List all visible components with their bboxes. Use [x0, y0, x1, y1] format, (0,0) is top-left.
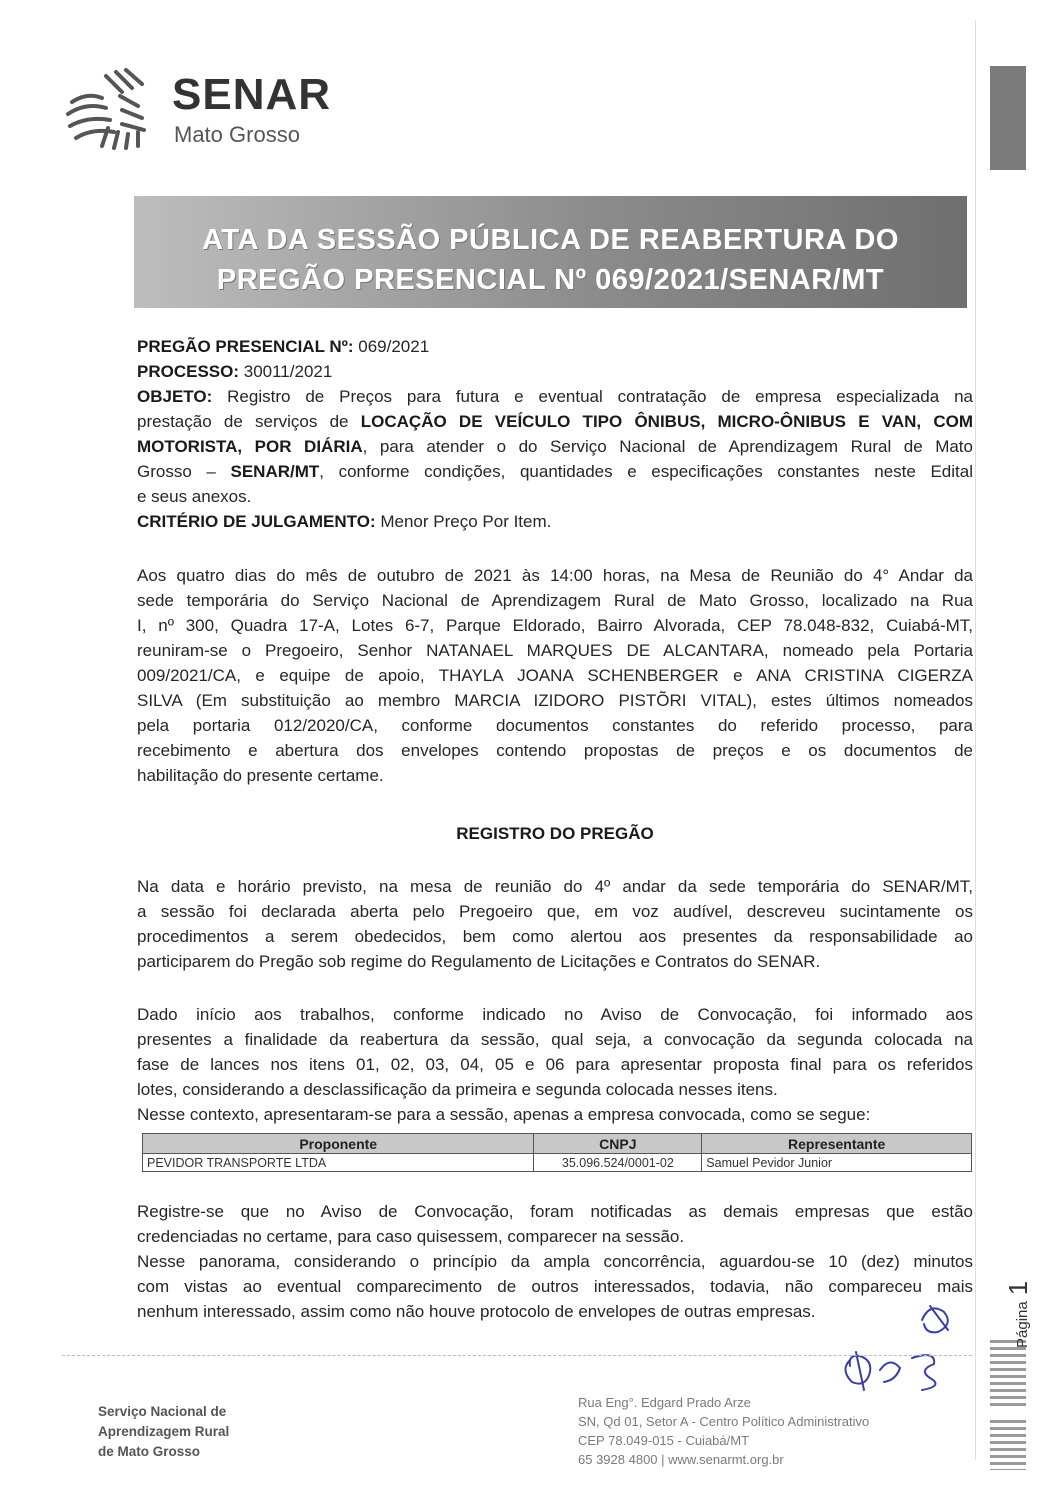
footer-org-line: de Mato Grosso [98, 1444, 201, 1459]
pregao-field [137, 336, 973, 358]
objeto-text-3: , para atender o do Serviço Nacional de Aprendizagem Rural de Mato [362, 437, 973, 456]
paragraph-2-line: Na data e horário previsto, na mesa de reunião do 4º andar da sede temporária do SENAR/MT, [137, 877, 973, 896]
cell-cnpj: 35.096.524/0001-02 [534, 1154, 702, 1172]
paragraph-3-line: Nesse contexto, apresentaram-se para a sessão, apenas a empresa convocada, como se segue: [137, 1105, 871, 1124]
footer-address-line: Rua Eng°. Edgard Prado Arze [578, 1395, 751, 1410]
objeto-label: OBJETO: [137, 387, 213, 406]
margin-stripes [990, 1340, 1026, 1406]
column-header-representante: Representante [702, 1134, 972, 1154]
objeto-line-2 [137, 411, 973, 433]
paragraph-1-line: 009/2021/CA, e equipe de apoio, THAYLA JOANA SCHENBERGER e ANA CRISTINA CIGERZA [137, 666, 973, 685]
page-marker [995, 1258, 1035, 1348]
footer-address-line: CEP 78.049-015 - Cuiabá/MT [578, 1433, 750, 1448]
margin-gray-block [990, 66, 1026, 170]
paragraph-1-line: pela portaria 012/2020/CA, conforme documentos constantes do referido processo, para [137, 716, 973, 735]
criterio-field [137, 511, 973, 533]
objeto-bold-4: SENAR/MT [230, 462, 320, 481]
table-row [143, 1154, 972, 1172]
logo-subtitle: Mato Grosso [174, 122, 300, 147]
paragraph-4-line: Registre-se que no Aviso de Convocação, foram notificadas as demais empresas que estão [137, 1202, 973, 1221]
paragraph-3-line: fase de lances nos itens 01, 02, 03, 04, 05 e 06 para apresentar proposta final para os referidos [137, 1055, 973, 1074]
paragraph-2-line: procedimentos a serem obedecidos, bem como alertou aos presentes da responsabilidade ao [137, 927, 973, 946]
pregao-label: PREGÃO PRESENCIAL Nº: [137, 337, 354, 356]
margin-stripes-2 [990, 1420, 1026, 1470]
criterio-label: CRITÉRIO DE JULGAMENTO: [137, 512, 376, 531]
objeto-line-3 [137, 436, 973, 458]
page-label: Página [1014, 1301, 1031, 1348]
paragraph-2-line: participarem do Pregão sob regime do Regulamento de Licitações e Contratos do SENAR. [137, 952, 821, 971]
objeto-line-5: e seus anexos. [137, 487, 252, 506]
column-header-cnpj: CNPJ [534, 1134, 702, 1154]
table-header-row [143, 1134, 972, 1154]
objeto-text-4b: , conforme condições, quantidades e especificações constantes neste Edital [319, 462, 973, 481]
footer-address-line: SN, Qd 01, Setor A - Centro Político Administrativo [578, 1414, 870, 1429]
handwritten-rubric-icon [830, 1290, 970, 1400]
logo-name: SENAR [172, 70, 332, 119]
title-line-2: PREGÃO PRESENCIAL Nº 069/2021/SENAR/MT [216, 264, 885, 296]
paragraph-4-line: nenhum interessado, assim como não houve protocolo de envelopes de outras empresas. [137, 1302, 816, 1321]
processo-value: 30011/2021 [239, 362, 333, 381]
paragraph-1-line: reuniram-se o Pregoeiro, Senhor NATANAEL MARQUES DE ALCANTARA, nomeado pela Portaria [137, 641, 973, 660]
objeto-text-4a: Grosso – [137, 462, 231, 481]
paragraph-4-line: Nesse panorama, considerando o princípio da ampla concorrência, aguardou-se 10 (dez) minutos [137, 1252, 973, 1271]
processo-field [137, 361, 973, 383]
objeto-text-1: Registro de Preços para futura e eventual contratação de empresa especializada na [212, 387, 973, 406]
footer-divider [62, 1355, 972, 1356]
paragraph-2-line: a sessão foi declarada aberta pelo Pregoeiro que, em voz audível, descreveu sucintamente os [137, 902, 973, 921]
processo-label: PROCESSO: [137, 362, 240, 381]
page-number: 1 [1003, 1280, 1033, 1296]
paragraph-3-line: presentes a finalidade da reabertura da sessão, qual seja, a convocação da segunda colocada na [137, 1030, 973, 1049]
footer-address [578, 1393, 869, 1469]
cell-representante: Samuel Pevidor Junior [702, 1154, 972, 1172]
paragraph-1-line: sede temporária do Serviço Nacional de Aprendizagem Rural de Mato Grosso, localizado na Rua [137, 591, 973, 610]
paragraph-1-line: SILVA (Em substituição ao membro MARCIA IZIDORO PISTÕRI VITAL), estes últimos nomeados [137, 691, 973, 710]
senar-logo [62, 62, 352, 154]
logo-mark-icon [62, 62, 162, 154]
title-line-1: ATA DA SESSÃO PÚBLICA DE REABERTURA DO [202, 224, 899, 256]
paragraph-3-line: lotes, considerando a desclassificação da primeira e segunda colocada nesses itens. [137, 1080, 778, 1099]
cell-proponente: PEVIDOR TRANSPORTE LTDA [143, 1154, 534, 1172]
criterio-value: Menor Preço Por Item. [375, 512, 552, 531]
objeto-bold-3: MOTORISTA, POR DIÁRIA [137, 437, 363, 456]
paragraph-4-line: com vistas ao eventual comparecimento de outros interessados, todavia, não compareceu mais [137, 1277, 973, 1296]
column-header-proponente: Proponente [143, 1134, 534, 1154]
paragraph-1-line: Aos quatro dias do mês de outubro de 2021 às 14:00 horas, na Mesa de Reunião do 4° Andar da [137, 566, 973, 585]
paragraph-4-line: credenciadas no certame, para caso quisessem, comparecer na sessão. [137, 1227, 685, 1246]
footer-org-line: Aprendizagem Rural [98, 1424, 230, 1439]
margin-line [975, 20, 976, 1460]
footer-organization [98, 1402, 229, 1462]
footer-org-line: Serviço Nacional de [98, 1404, 227, 1419]
objeto-bold-2: LOCAÇÃO DE VEÍCULO TIPO ÔNIBUS, MICRO-ÔNIBUS E VAN, COM [360, 412, 974, 431]
paragraph-1-line: habilitação do presente certame. [137, 766, 384, 785]
paragraph-1-line: recebimento e abertura dos envelopes contendo propostas de preços e os documentos de [137, 741, 973, 760]
pregao-value: 069/2021 [353, 337, 430, 356]
footer-address-line: 65 3928 4800 | www.senarmt.org.br [578, 1452, 784, 1467]
paragraph-3-line: Dado início aos trabalhos, conforme indicado no Aviso de Convocação, foi informado aos [137, 1005, 973, 1024]
objeto-text-2: prestação de serviços de [137, 412, 361, 431]
paragraph-1-line: I, nº 300, Quadra 17-A, Lotes 6-7, Parque Eldorado, Bairro Alvorada, CEP 78.048-832, Cuiabá-MT, [137, 616, 973, 635]
objeto-line-4 [137, 461, 973, 483]
section-heading: REGISTRO DO PREGÃO [456, 824, 654, 843]
proponents-table [142, 1133, 972, 1172]
objeto-line-1 [137, 386, 973, 408]
title-banner [134, 196, 967, 308]
